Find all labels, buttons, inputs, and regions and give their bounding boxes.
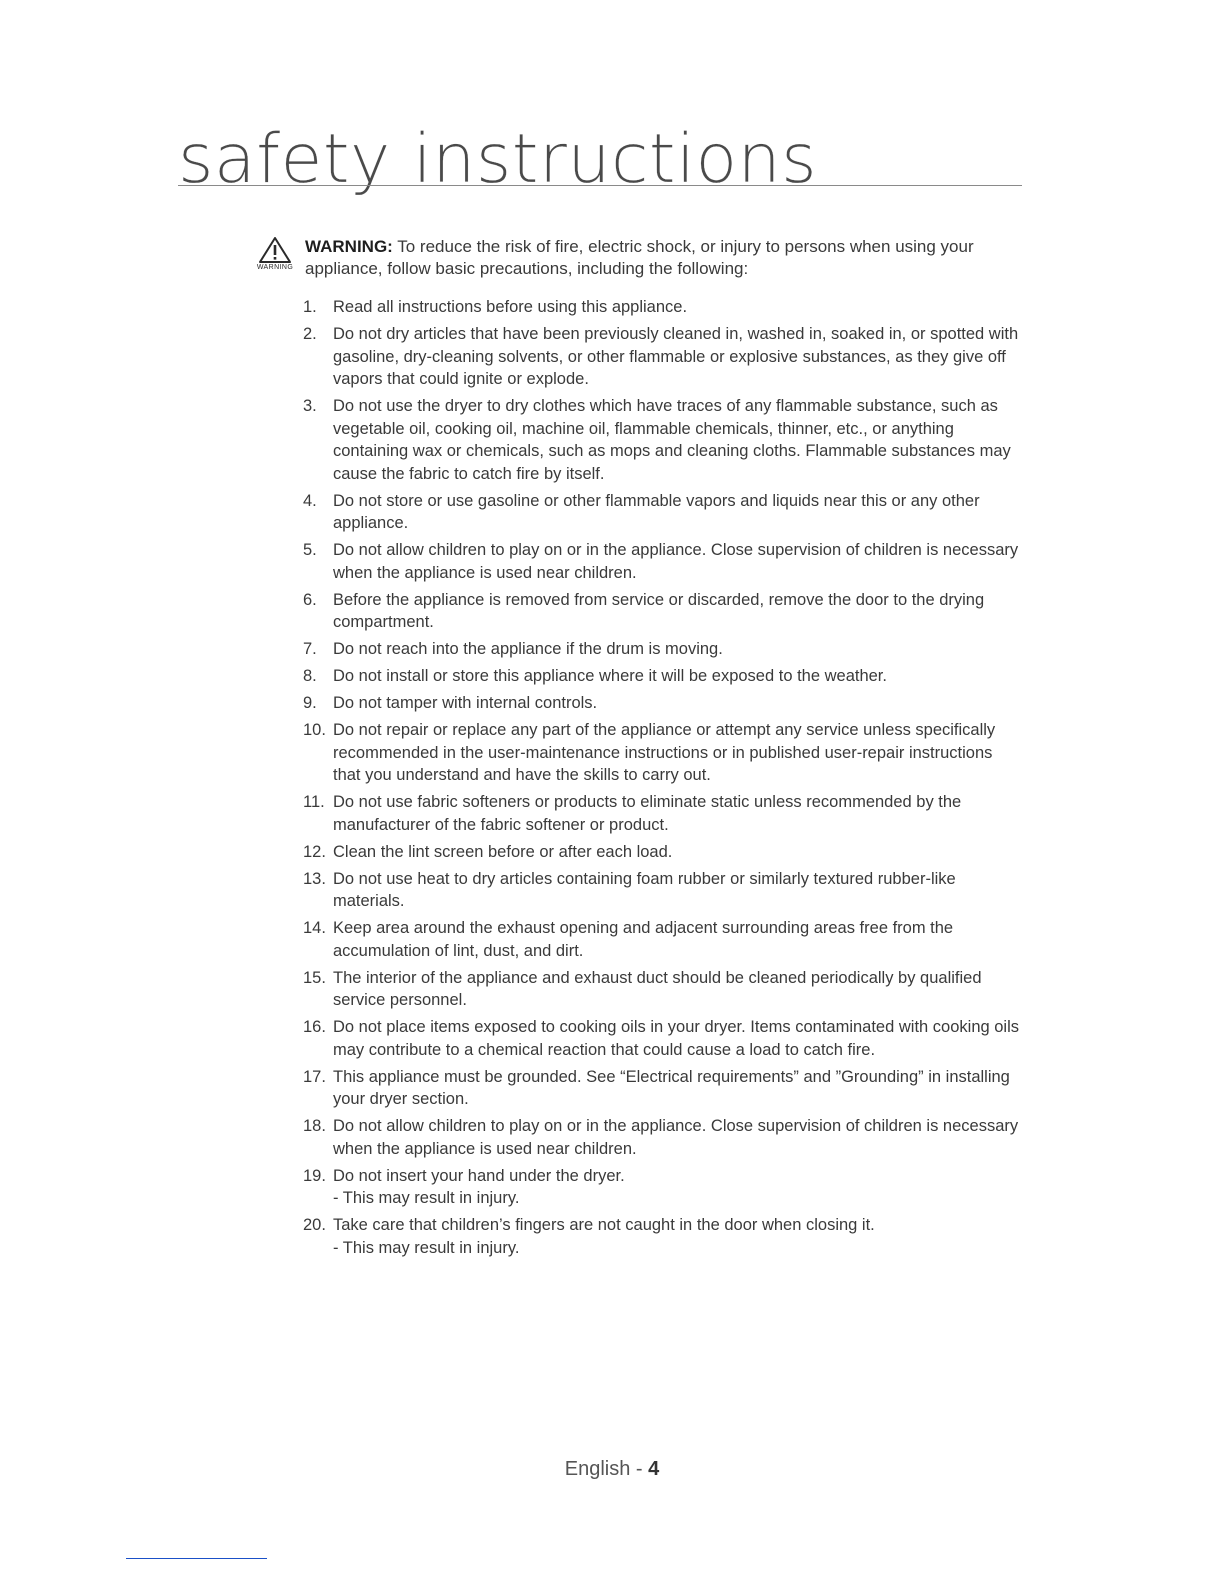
footer-language: English	[564, 1458, 631, 1480]
list-item	[0, 692, 1224, 715]
list-item-number: 17.	[303, 1067, 326, 1086]
list-item-text	[333, 719, 1023, 787]
list-item-text	[333, 395, 1023, 485]
list-item-number: 20.	[303, 1216, 326, 1234]
list-item-text	[333, 1016, 1023, 1061]
list-item-number: 16.	[303, 1018, 326, 1036]
list-item-text	[333, 1214, 1023, 1259]
list-item-number: 3.	[303, 397, 317, 415]
list-item-text	[333, 1066, 1023, 1111]
list-item-text	[333, 539, 1023, 584]
list-item-text	[333, 296, 1023, 319]
list-item-body: Take care that children’s fingers are not caught in the door when closing it.	[333, 1216, 875, 1234]
list-item-body: Do not insert your hand under the dryer.	[333, 1166, 625, 1185]
list-item-number: 19.	[303, 1166, 326, 1185]
list-item-number: 8.	[303, 667, 317, 685]
list-item	[0, 1165, 1224, 1210]
list-item-body: The interior of the appliance and exhaust duct should be cleaned periodically by qualified service personnel.	[333, 968, 982, 1009]
list-item-text	[333, 589, 1023, 634]
list-item-number: 13.	[303, 869, 326, 888]
list-item-body: Do not use fabric softeners or products to eliminate static unless recommended by the manufacturer of the fabric softener or product.	[333, 793, 962, 834]
list-item	[0, 868, 1224, 913]
page-footer	[0, 1458, 1224, 1481]
list-item	[0, 841, 1224, 864]
list-item-text	[333, 323, 1023, 391]
list-item	[0, 323, 1224, 391]
list-item-number: 5.	[303, 541, 317, 559]
list-item	[0, 1066, 1224, 1111]
warning-text: To reduce the risk of fire, electric shock, or injury to persons when using your appliance, follow basic precautions, including the following:	[305, 237, 974, 278]
list-item	[0, 1016, 1224, 1061]
list-item-text	[333, 791, 1023, 836]
list-item-body: Clean the lint screen before or after each load.	[333, 842, 673, 861]
page-title: safety instructions	[178, 120, 818, 199]
list-item-body: Before the appliance is removed from service or discarded, remove the door to the drying compartment.	[333, 590, 985, 631]
list-item-number: 2.	[303, 325, 317, 343]
list-item-body: Do not use heat to dry articles containing foam rubber or similarly textured rubber-like materials.	[333, 869, 956, 910]
list-item-number: 6.	[303, 590, 317, 609]
list-item	[0, 296, 1224, 319]
list-item-number: 18.	[303, 1117, 326, 1135]
list-item-text	[333, 692, 1023, 715]
warning-triangle-icon	[258, 236, 292, 264]
list-item-number: 1.	[303, 298, 317, 316]
list-item	[0, 395, 1224, 485]
list-item-text	[333, 868, 1023, 913]
list-item-number: 11.	[303, 793, 325, 811]
list-item	[0, 539, 1224, 584]
instruction-list	[0, 296, 1224, 1264]
list-item-text	[333, 638, 1023, 661]
list-item-body: Read all instructions before using this appliance.	[333, 298, 688, 316]
list-item-text	[333, 490, 1023, 535]
list-item	[0, 917, 1224, 962]
list-item	[0, 638, 1224, 661]
list-item	[0, 967, 1224, 1012]
list-item-body: Do not place items exposed to cooking oils in your dryer. Items contaminated with cooking oils may contribute to a chemical reaction that could cause a load to catch fire.	[333, 1018, 1020, 1059]
list-item	[0, 1115, 1224, 1160]
list-item-body: This appliance must be grounded. See “Electrical requirements” and ”Grounding” in installing your dryer section.	[333, 1067, 1010, 1108]
list-item-body: Do not use the dryer to dry clothes which have traces of any flammable substance, such as vegetable oil, cooking oil, machine oil, flammable chemicals, thinner, etc., or anything containing wax or chemicals, such as mops and cleaning cloths. Flammable substances may cause the fabric to catch fire by itself.	[333, 397, 1011, 483]
list-item	[0, 665, 1224, 688]
list-item-number: 7.	[303, 640, 317, 658]
list-item-number: 10.	[303, 721, 326, 739]
list-item-text	[333, 917, 1023, 962]
list-item-body: Do not tamper with internal controls.	[333, 694, 598, 712]
warning-label: WARNING:	[305, 237, 393, 256]
list-item-number: 14.	[303, 919, 326, 937]
list-item-number: 9.	[303, 694, 317, 712]
list-item	[0, 490, 1224, 535]
list-item	[0, 1214, 1224, 1259]
list-item-body: Do not reach into the appliance if the drum is moving.	[333, 640, 723, 658]
list-item	[0, 791, 1224, 836]
list-item-number: 4.	[303, 491, 317, 510]
page-number: 4	[648, 1458, 660, 1480]
list-item-text	[333, 665, 1023, 688]
list-item-body: Do not store or use gasoline or other flammable vapors and liquids near this or any other appliance.	[333, 491, 980, 532]
list-item-number: 12.	[303, 842, 326, 861]
list-item-text	[333, 841, 1023, 864]
list-item-body: Do not repair or replace any part of the appliance or attempt any service unless specifically recommended in the user-maintenance instructions or in published user-repair instructions that you understand and have the skills to carry out.	[333, 721, 996, 784]
title-underline	[178, 185, 1022, 186]
list-item-text	[333, 967, 1023, 1012]
bottom-left-rule	[126, 1558, 267, 1559]
list-item-body: Do not allow children to play on or in the appliance. Close supervision of children is necessary when the appliance is used near children.	[333, 1117, 1019, 1158]
list-item	[0, 719, 1224, 787]
list-item-note: - This may result in injury.	[333, 1238, 520, 1257]
list-item	[0, 589, 1224, 634]
list-item-body: Keep area around the exhaust opening and adjacent surrounding areas free from the accumulation of lint, dust, and dirt.	[333, 919, 954, 960]
warning-caption: WARNING	[256, 264, 294, 271]
list-item-note: - This may result in injury.	[333, 1189, 520, 1207]
list-item-text	[333, 1115, 1023, 1160]
footer-separator: -	[630, 1458, 649, 1480]
list-item-text	[333, 1165, 1023, 1210]
warning-statement	[305, 236, 1010, 280]
list-item-number: 15.	[303, 968, 326, 987]
list-item-body: Do not dry articles that have been previously cleaned in, washed in, soaked in, or spotted with gasoline, dry-cleaning solvents, or other flammable or explosive substances, as they give off vapors that could ignite or explode.	[333, 325, 1019, 388]
list-item-body: Do not install or store this appliance where it will be exposed to the weather.	[333, 667, 887, 685]
list-item-body: Do not allow children to play on or in the appliance. Close supervision of children is necessary when the appliance is used near children.	[333, 541, 1019, 582]
